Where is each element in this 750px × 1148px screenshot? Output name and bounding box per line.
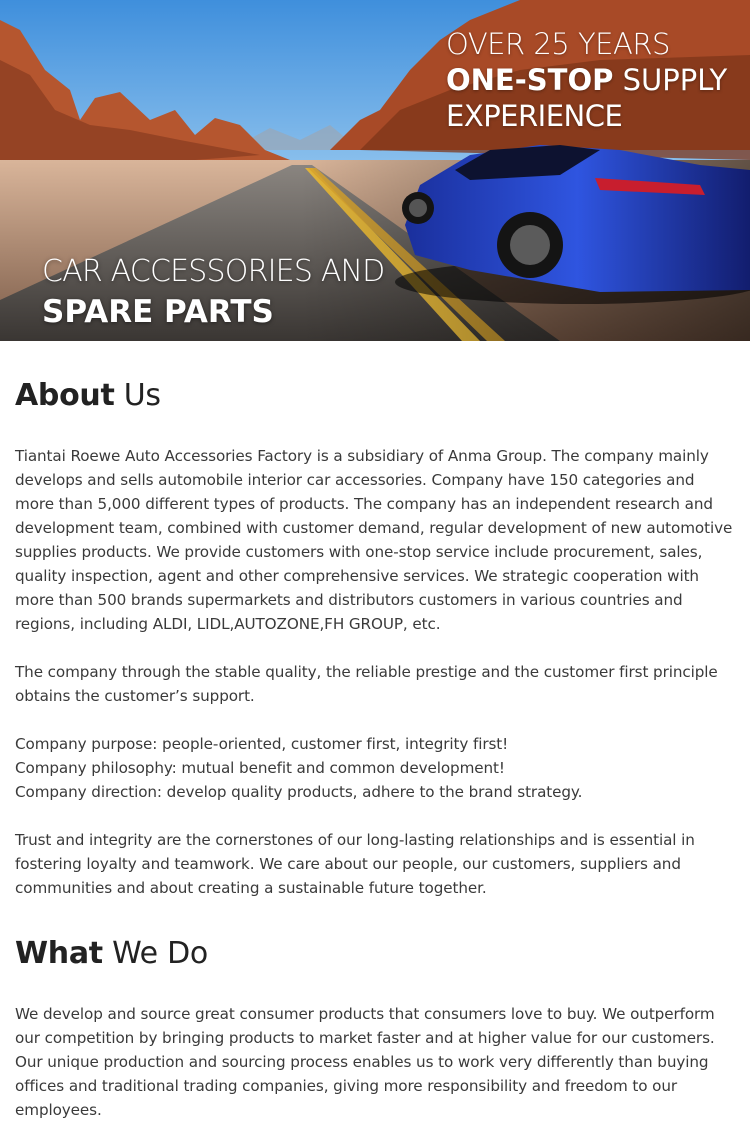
text-line: more than 500 brands supermarkets and distributors customers in various countries and	[15, 591, 683, 609]
text-line: Our unique production and sourcing process enables us to work very differently than buying	[15, 1053, 709, 1071]
what-heading-rest: We Do	[102, 936, 208, 971]
text-line: employees.	[15, 1101, 102, 1119]
text-line: supplies products. We provide customers with one-stop service include procurement, sales,	[15, 543, 703, 561]
hero-supply-text: SUPPLY	[613, 63, 728, 97]
hero-years-text: OVER 25 YEARS	[446, 27, 670, 61]
about-paragraph-4	[15, 828, 737, 900]
text-line: Trust and integrity are the cornerstones of our long-lasting relationships and is essential in	[15, 831, 695, 849]
text-line: regions, including ALDI, LIDL,AUTOZONE,FH GROUP, etc.	[15, 615, 441, 633]
what-paragraph-1	[15, 1002, 737, 1122]
about-paragraph-1	[15, 444, 737, 636]
hero-headline	[42, 252, 385, 332]
text-line: obtains the customer’s support.	[15, 687, 255, 705]
about-heading-bold: About	[15, 378, 115, 413]
hero-tagline	[446, 26, 727, 134]
hero-banner	[0, 0, 750, 341]
hero-experience-text: EXPERIENCE	[446, 99, 623, 133]
text-line: Company direction: develop quality products, adhere to the brand strategy.	[15, 783, 583, 801]
hero-headline-line1: CAR ACCESSORIES AND	[42, 254, 385, 289]
text-line: Company philosophy: mutual benefit and common development!	[15, 759, 505, 777]
text-line: The company through the stable quality, the reliable prestige and the customer first principle	[15, 663, 718, 681]
text-line: We develop and source great consumer products that consumers love to buy. We outperform	[15, 1005, 715, 1023]
text-line: development team, combined with customer demand, regular development of new automotive	[15, 519, 733, 537]
text-line: Tiantai Roewe Auto Accessories Factory is a subsidiary of Anma Group. The company mainly	[15, 447, 709, 465]
about-heading-rest: Us	[114, 378, 161, 413]
car-illustration	[395, 145, 750, 304]
about-paragraph-2	[15, 660, 737, 708]
hero-onestop-bold: ONE-STOP	[446, 63, 614, 97]
text-line: Company purpose: people-oriented, customer first, integrity first!	[15, 735, 509, 753]
text-line: develops and sells automobile interior car accessories. Company have 150 categories and	[15, 471, 695, 489]
what-heading-bold: What	[15, 936, 103, 971]
what-we-do-heading	[15, 936, 208, 971]
text-line: our competition by bringing products to market faster and at higher value for our customers.	[15, 1029, 715, 1047]
hero-onestop-text	[446, 62, 727, 98]
text-line: communities and about creating a sustainable future together.	[15, 879, 487, 897]
text-line: more than 5,000 different types of products. The company has an independent research and	[15, 495, 713, 513]
text-line: quality inspection, agent and other comprehensive services. We strategic cooperation with	[15, 567, 699, 585]
hero-headline-line2: SPARE PARTS	[42, 294, 274, 330]
text-line: fostering loyalty and teamwork. We care about our people, our customers, suppliers and	[15, 855, 681, 873]
about-paragraph-3	[15, 732, 737, 804]
about-us-heading	[15, 378, 161, 413]
text-line: offices and traditional trading companies, giving more responsibility and freedom to our	[15, 1077, 678, 1095]
